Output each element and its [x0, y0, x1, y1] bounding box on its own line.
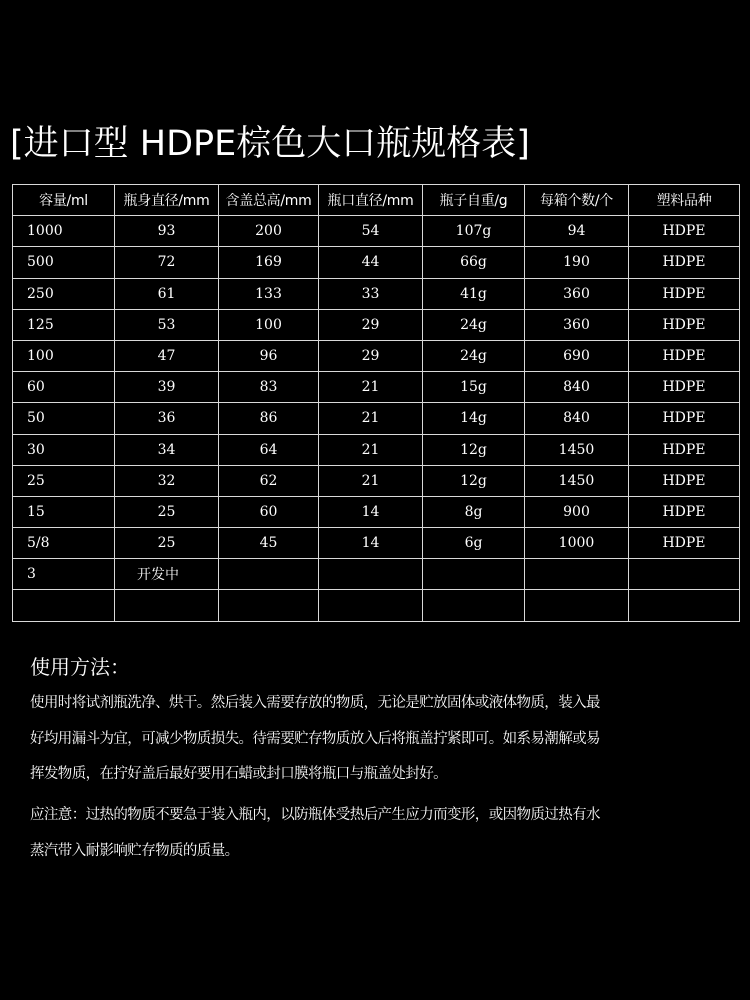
table-cell: 62	[219, 465, 319, 496]
table-cell: 250	[13, 278, 115, 309]
table-header-row	[13, 185, 740, 216]
table-cell	[219, 590, 319, 621]
table-cell: 33	[319, 278, 423, 309]
table-cell: 66g	[423, 247, 525, 278]
table-cell: HDPE	[629, 278, 740, 309]
table-row	[13, 340, 740, 371]
column-header: 每箱个数/个	[525, 185, 629, 216]
table-cell: HDPE	[629, 434, 740, 465]
table-cell: 25	[115, 528, 219, 559]
table-cell	[319, 590, 423, 621]
table-cell	[319, 559, 423, 590]
table-cell: 83	[219, 372, 319, 403]
table-cell: 100	[219, 309, 319, 340]
table-cell: 60	[13, 372, 115, 403]
paragraph-line: 使用时将试剂瓶洗净、烘干。然后装入需要存放的物质，无论是贮放固体或液体物质，装入最	[30, 695, 600, 711]
table-cell: 1000	[525, 528, 629, 559]
table-cell: 1000	[13, 216, 115, 247]
table-row	[13, 559, 740, 590]
usage-paragraph-1	[30, 686, 730, 793]
usage-paragraph-2	[30, 798, 730, 869]
table-row	[13, 434, 740, 465]
table-cell: 360	[525, 309, 629, 340]
table-cell	[115, 590, 219, 621]
table-cell: HDPE	[629, 528, 740, 559]
table-cell: HDPE	[629, 496, 740, 527]
table-cell: 29	[319, 340, 423, 371]
table-row	[13, 278, 740, 309]
table-cell: 21	[319, 465, 423, 496]
table-cell: 6g	[423, 528, 525, 559]
table-cell: 36	[115, 403, 219, 434]
table-cell: 840	[525, 403, 629, 434]
table-cell	[13, 590, 115, 621]
table-cell: 29	[319, 309, 423, 340]
table-cell: 12g	[423, 465, 525, 496]
table-cell	[219, 559, 319, 590]
spec-table	[12, 184, 740, 622]
page-title: [进口型 HDPE棕色大口瓶规格表]	[10, 124, 530, 164]
table-cell: HDPE	[629, 216, 740, 247]
table-cell	[525, 559, 629, 590]
table-cell: 50	[13, 403, 115, 434]
paragraph-line: 应注意：过热的物质不要急于装入瓶内，以防瓶体受热后产生应力而变形，或因物质过热有水	[30, 807, 600, 823]
table-cell: 41g	[423, 278, 525, 309]
table-row	[13, 590, 740, 621]
column-header: 瓶身直径/mm	[115, 185, 219, 216]
table-cell: 190	[525, 247, 629, 278]
table-row	[13, 465, 740, 496]
table-cell: 12g	[423, 434, 525, 465]
table-cell: 34	[115, 434, 219, 465]
table-cell: 25	[13, 465, 115, 496]
table-cell: 3	[13, 559, 115, 590]
table-cell: 21	[319, 403, 423, 434]
table-cell: 96	[219, 340, 319, 371]
column-header: 瓶子自重/g	[423, 185, 525, 216]
column-header: 容量/ml	[13, 185, 115, 216]
table-cell: 39	[115, 372, 219, 403]
table-row	[13, 247, 740, 278]
table-cell: 93	[115, 216, 219, 247]
table-cell: 100	[13, 340, 115, 371]
table-cell: 107g	[423, 216, 525, 247]
table-row	[13, 528, 740, 559]
table-cell: 169	[219, 247, 319, 278]
table-cell: 24g	[423, 309, 525, 340]
table-cell: 133	[219, 278, 319, 309]
table-cell: 25	[115, 496, 219, 527]
table-cell: 200	[219, 216, 319, 247]
paragraph-line: 好均用漏斗为宜，可减少物质损失。待需要贮存物质放入后将瓶盖拧紧即可。如系易潮解或易	[30, 730, 600, 747]
table-cell: 840	[525, 372, 629, 403]
table-cell: 54	[319, 216, 423, 247]
usage-heading: 使用方法：	[30, 655, 130, 679]
table-cell: HDPE	[629, 309, 740, 340]
table-cell	[423, 590, 525, 621]
table-cell: 45	[219, 528, 319, 559]
table-cell: HDPE	[629, 340, 740, 371]
table-cell: HDPE	[629, 247, 740, 278]
table-cell: 53	[115, 309, 219, 340]
table-cell: 690	[525, 340, 629, 371]
table-cell: 125	[13, 309, 115, 340]
table-body	[13, 216, 740, 621]
table-cell	[629, 559, 740, 590]
table-cell: HDPE	[629, 403, 740, 434]
table-cell: 14g	[423, 403, 525, 434]
paragraph-line: 挥发物质，在拧好盖后最好要用石蜡或封口膜将瓶口与瓶盖处封好。	[30, 766, 447, 782]
table-cell: 900	[525, 496, 629, 527]
column-header: 塑料品种	[629, 185, 740, 216]
table-cell: 14	[319, 528, 423, 559]
table-cell: 21	[319, 434, 423, 465]
table-cell: 15g	[423, 372, 525, 403]
table-row	[13, 496, 740, 527]
table-cell: 8g	[423, 496, 525, 527]
table-cell: 47	[115, 340, 219, 371]
table-cell: 61	[115, 278, 219, 309]
table-cell: 开发中	[115, 559, 219, 590]
table-cell: 14	[319, 496, 423, 527]
table-cell: HDPE	[629, 372, 740, 403]
table-cell	[525, 590, 629, 621]
column-header: 瓶口直径/mm	[319, 185, 423, 216]
paragraph-line: 蒸汽带入耐影响贮存物质的质量。	[30, 842, 239, 859]
table-cell: 15	[13, 496, 115, 527]
table-row	[13, 216, 740, 247]
table-row	[13, 372, 740, 403]
table-cell: 72	[115, 247, 219, 278]
table-cell: 30	[13, 434, 115, 465]
table-cell: 360	[525, 278, 629, 309]
table-cell: 24g	[423, 340, 525, 371]
table-cell: 1450	[525, 465, 629, 496]
table-cell: 60	[219, 496, 319, 527]
table-row	[13, 309, 740, 340]
table-cell: 64	[219, 434, 319, 465]
table-cell: 500	[13, 247, 115, 278]
column-header: 含盖总高/mm	[219, 185, 319, 216]
table-cell	[423, 559, 525, 590]
table-cell: 5/8	[13, 528, 115, 559]
table-cell: 21	[319, 372, 423, 403]
table-cell: 44	[319, 247, 423, 278]
table-cell: 1450	[525, 434, 629, 465]
table-cell	[629, 590, 740, 621]
table-cell: HDPE	[629, 465, 740, 496]
table-row	[13, 403, 740, 434]
table-cell: 94	[525, 216, 629, 247]
table-cell: 86	[219, 403, 319, 434]
table-cell: 32	[115, 465, 219, 496]
